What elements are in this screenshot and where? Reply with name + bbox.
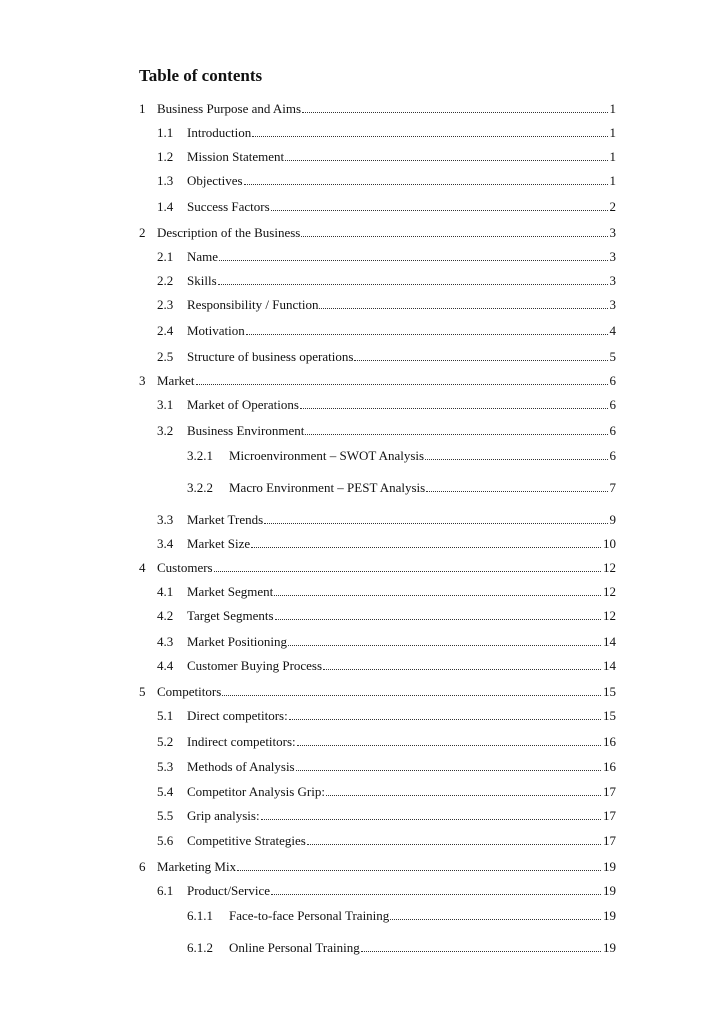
toc-entry-number: 3.4 [157, 536, 174, 551]
toc-entry-number: 2.4 [157, 323, 174, 338]
toc-entry-page-number: 16 [603, 759, 616, 774]
toc-entry-title: Market of Operations [187, 397, 299, 412]
toc-dot-leader [354, 360, 607, 361]
toc-dot-leader [302, 112, 607, 113]
toc-dot-leader [261, 819, 601, 820]
toc-entry-number: 2.5 [157, 349, 174, 364]
toc-dot-leader [246, 334, 608, 335]
toc-entry-title: Customers [157, 560, 213, 575]
toc-entry[interactable] [157, 272, 616, 288]
toc-dot-leader [323, 669, 601, 670]
toc-entry-page-number: 7 [609, 480, 616, 495]
toc-entry-number: 5.4 [157, 784, 174, 799]
toc-dot-leader [425, 459, 607, 460]
toc-entry[interactable] [139, 372, 616, 388]
toc-entry[interactable] [187, 447, 616, 463]
toc-entry-title: Name [187, 249, 219, 264]
toc-entry[interactable] [157, 322, 616, 338]
toc-entry[interactable] [157, 198, 616, 214]
toc-entry[interactable] [157, 783, 616, 799]
toc-entry-title: Market Trends [187, 512, 264, 527]
toc-entry[interactable] [157, 657, 616, 673]
toc-entry-page-number: 12 [603, 584, 616, 599]
toc-dot-leader [319, 308, 607, 309]
toc-dot-leader [305, 434, 607, 435]
toc-entry-page-number: 6 [609, 448, 616, 463]
toc-entry[interactable] [187, 907, 616, 923]
toc-entry[interactable] [157, 535, 616, 551]
toc-entry-page-number: 17 [603, 808, 616, 823]
toc-dot-leader [271, 210, 608, 211]
toc-entry-number: 3 [139, 373, 146, 388]
toc-entry-number: 6.1.1 [187, 908, 213, 923]
toc-entry-number: 1.3 [157, 173, 174, 188]
toc-entry[interactable] [157, 633, 616, 649]
toc-entry-title: Marketing Mix [157, 859, 237, 874]
toc-dot-leader [251, 547, 601, 548]
toc-entry-page-number: 15 [603, 708, 616, 723]
toc-dot-leader [326, 795, 601, 796]
toc-entry-number: 5.2 [157, 734, 174, 749]
toc-entry-page-number: 5 [609, 349, 616, 364]
toc-entry-page-number: 12 [603, 608, 616, 623]
toc-entry-number: 5.1 [157, 708, 174, 723]
toc-dot-leader [390, 919, 601, 920]
toc-entry-title: Business Environment [187, 423, 305, 438]
toc-entry[interactable] [157, 758, 616, 774]
toc-entry-page-number: 6 [609, 373, 616, 388]
toc-entry-page-number: 19 [603, 940, 616, 955]
toc-dot-leader [222, 695, 601, 696]
toc-entry-number: 3.1 [157, 397, 174, 412]
toc-entry-number: 1.2 [157, 149, 174, 164]
toc-entry-title: Market Positioning [187, 634, 288, 649]
toc-entry-page-number: 3 [609, 225, 616, 240]
toc-entry[interactable] [157, 396, 616, 412]
toc-entry[interactable] [139, 858, 616, 874]
toc-entry-number: 2.3 [157, 297, 174, 312]
toc-entry[interactable] [157, 807, 616, 823]
toc-dot-leader [271, 894, 601, 895]
toc-dot-leader [285, 160, 607, 161]
toc-entry[interactable] [157, 511, 616, 527]
toc-entry-title: Face-to-face Personal Training [229, 908, 390, 923]
toc-entry-page-number: 16 [603, 734, 616, 749]
toc-entry-title: Methods of Analysis [187, 759, 295, 774]
toc-entry[interactable] [139, 683, 616, 699]
toc-entry-page-number: 19 [603, 859, 616, 874]
toc-dot-leader [219, 260, 607, 261]
toc-entry[interactable] [157, 607, 616, 623]
toc-entry-page-number: 1 [609, 173, 616, 188]
toc-entry-page-number: 1 [609, 101, 616, 116]
toc-entry[interactable] [157, 148, 616, 164]
toc-entry[interactable] [187, 939, 616, 955]
toc-entry-number: 1 [139, 101, 146, 116]
toc-entry-title: Skills [187, 273, 217, 288]
toc-entry[interactable] [157, 832, 616, 848]
toc-entry-page-number: 12 [603, 560, 616, 575]
toc-entry-number: 4.1 [157, 584, 174, 599]
toc-entry-title: Objectives [187, 173, 243, 188]
toc-entry[interactable] [157, 172, 616, 188]
toc-entry-number: 3.2 [157, 423, 174, 438]
toc-entry-number: 4.2 [157, 608, 174, 623]
toc-dot-leader [288, 645, 601, 646]
toc-entry-page-number: 6 [609, 423, 616, 438]
toc-entry[interactable] [157, 882, 616, 898]
toc-entry[interactable] [157, 583, 616, 599]
toc-dot-leader [296, 770, 601, 771]
toc-entry-number: 6.1.2 [187, 940, 213, 955]
toc-entry-page-number: 9 [609, 512, 616, 527]
toc-entry-title: Online Personal Training [229, 940, 360, 955]
toc-entry-title: Responsibility / Function [187, 297, 319, 312]
toc-entry-number: 2.2 [157, 273, 174, 288]
toc-entry-title: Competitor Analysis Grip: [187, 784, 325, 799]
toc-entry[interactable] [157, 422, 616, 438]
toc-entry[interactable] [157, 248, 616, 264]
toc-entry-page-number: 3 [609, 273, 616, 288]
toc-entry-number: 3.2.2 [187, 480, 213, 495]
toc-dot-leader [275, 619, 601, 620]
toc-entry-title: Market [157, 373, 195, 388]
toc-entry-title: Success Factors [187, 199, 270, 214]
toc-entry-page-number: 15 [603, 684, 616, 699]
toc-entry-title: Target Segments [187, 608, 274, 623]
toc-dot-leader [196, 384, 608, 385]
toc-entry[interactable] [157, 296, 616, 312]
toc-entry[interactable] [157, 733, 616, 749]
toc-entry-title: Motivation [187, 323, 245, 338]
toc-entry-title: Competitive Strategies [187, 833, 306, 848]
toc-entry-number: 5 [139, 684, 146, 699]
toc-entry-title: Introduction [187, 125, 252, 140]
toc-entry-page-number: 10 [603, 536, 616, 551]
toc-entry-title: Structure of business operations [187, 349, 354, 364]
toc-dot-leader [237, 870, 601, 871]
toc-entry-title: Indirect competitors: [187, 734, 296, 749]
toc-dot-leader [361, 951, 601, 952]
toc-entry-title: Market Size [187, 536, 251, 551]
toc-entry[interactable] [139, 559, 616, 575]
toc-entry[interactable] [157, 124, 616, 140]
toc-entry-title: Competitors [157, 684, 222, 699]
toc-entry[interactable] [139, 100, 616, 116]
toc-entry-page-number: 19 [603, 883, 616, 898]
toc-entry-number: 3.2.1 [187, 448, 213, 463]
toc-entry-number: 5.6 [157, 833, 174, 848]
toc-entry-page-number: 6 [609, 397, 616, 412]
toc-entry-title: Business Purpose and Aims [157, 101, 302, 116]
toc-dot-leader [301, 236, 607, 237]
toc-entry-page-number: 1 [609, 149, 616, 164]
toc-entry-page-number: 19 [603, 908, 616, 923]
toc-entry-title: Mission Statement [187, 149, 285, 164]
toc-entry-number: 5.3 [157, 759, 174, 774]
toc-dot-leader [244, 184, 608, 185]
toc-entry-number: 4.3 [157, 634, 174, 649]
toc-entry-number: 2.1 [157, 249, 174, 264]
toc-dot-leader [297, 745, 601, 746]
toc-entry-page-number: 17 [603, 833, 616, 848]
toc-entry-title: Microenvironment – SWOT Analysis [229, 448, 425, 463]
toc-entry-page-number: 3 [609, 249, 616, 264]
toc-entry-number: 1.1 [157, 125, 174, 140]
toc-entry-title: Grip analysis: [187, 808, 260, 823]
toc-entry-title: Direct competitors: [187, 708, 288, 723]
toc-entry-title: Description of the Business [157, 225, 301, 240]
toc-entry-page-number: 17 [603, 784, 616, 799]
toc-dot-leader [274, 595, 601, 596]
toc-entry-number: 3.3 [157, 512, 174, 527]
toc-entry[interactable] [157, 707, 616, 723]
toc-dot-leader [252, 136, 607, 137]
toc-entry-title: Customer Buying Process [187, 658, 323, 673]
toc-entry-page-number: 14 [603, 634, 616, 649]
toc-entry[interactable] [157, 348, 616, 364]
toc-entry[interactable] [139, 224, 616, 240]
toc-entry[interactable] [187, 479, 616, 495]
toc-entry-number: 6 [139, 859, 146, 874]
toc-entry-page-number: 3 [609, 297, 616, 312]
toc-entry-title: Market Segment [187, 584, 274, 599]
toc-title: Table of contents [139, 66, 263, 85]
toc-entry-number: 4 [139, 560, 146, 575]
toc-entry-page-number: 1 [609, 125, 616, 140]
toc-dot-leader [218, 284, 608, 285]
toc-dot-leader [264, 523, 607, 524]
toc-dot-leader [426, 491, 607, 492]
toc-entry-title: Macro Environment – PEST Analysis [229, 480, 426, 495]
toc-entry-number: 5.5 [157, 808, 174, 823]
toc-entry-title: Product/Service [187, 883, 271, 898]
toc-entry-number: 1.4 [157, 199, 174, 214]
toc-dot-leader [307, 844, 601, 845]
toc-entry-page-number: 2 [609, 199, 616, 214]
toc-entry-page-number: 4 [609, 323, 616, 338]
toc-entry-number: 4.4 [157, 658, 174, 673]
toc-entry-page-number: 14 [603, 658, 616, 673]
toc-dot-leader [214, 571, 601, 572]
toc-dot-leader [300, 408, 608, 409]
toc-entry-number: 6.1 [157, 883, 174, 898]
toc-dot-leader [289, 719, 601, 720]
toc-entry-number: 2 [139, 225, 146, 240]
